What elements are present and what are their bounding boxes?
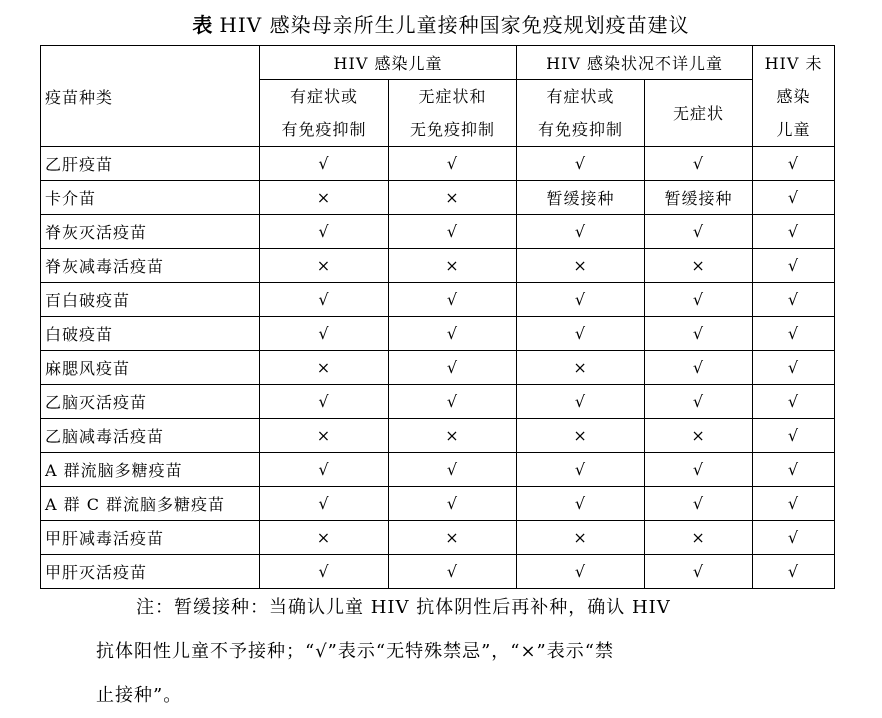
recommendation-cell: √ (517, 215, 645, 249)
recommendation-cell: √ (260, 385, 389, 419)
note-line-2: 抗体阳性儿童不予接种；“√”表示“无特殊禁忌”，“×”表示“禁 (96, 641, 614, 662)
recommendation-cell: √ (645, 317, 753, 351)
title-prefix: 表 (192, 13, 214, 37)
header-hiv-uninfected-line: 儿童 (776, 119, 811, 139)
recommendation-cell: × (517, 351, 645, 385)
recommendation-cell: √ (389, 147, 517, 181)
table-row (41, 317, 835, 351)
table-row (41, 215, 835, 249)
recommendation-cell: × (389, 181, 517, 215)
recommendation-cell: × (260, 249, 389, 283)
vaccine-name-cell: 脊灰灭活疫苗 (41, 215, 260, 249)
recommendation-cell: √ (645, 453, 753, 487)
header-line: 有症状或 (289, 87, 358, 106)
header-line: 有免疫抑制 (281, 120, 367, 139)
recommendation-cell: × (517, 249, 645, 283)
recommendation-cell: √ (645, 385, 753, 419)
recommendation-cell: √ (645, 351, 753, 385)
vaccine-name-cell: 乙脑灭活疫苗 (41, 385, 260, 419)
vaccine-name-cell: 乙脑减毒活疫苗 (41, 419, 260, 453)
recommendation-cell: √ (753, 487, 835, 521)
recommendation-cell: √ (517, 555, 645, 589)
recommendation-cell: × (517, 521, 645, 555)
vaccine-name-cell: 百白破疫苗 (41, 283, 260, 317)
recommendation-cell: √ (753, 215, 835, 249)
recommendation-cell: × (645, 521, 753, 555)
recommendation-cell: × (389, 419, 517, 453)
header-hiv-uninfected-line: HIV 未 (764, 53, 823, 73)
table-row (41, 283, 835, 317)
recommendation-cell: √ (645, 215, 753, 249)
table-row (41, 521, 835, 555)
table-row (41, 555, 835, 589)
recommendation-cell: √ (753, 385, 835, 419)
note-line-1 (96, 586, 796, 630)
table-title (0, 8, 882, 42)
header-line: 有症状或 (546, 87, 615, 106)
recommendation-cell: √ (753, 283, 835, 317)
recommendation-cell: √ (753, 317, 835, 351)
recommendation-cell: × (260, 181, 389, 215)
recommendation-cell: 暂缓接种 (517, 181, 645, 215)
vaccine-name-cell: A 群 C 群流脑多糖疫苗 (41, 487, 260, 521)
table-note (96, 586, 796, 718)
vaccine-table (40, 45, 835, 589)
title-text: HIV 感染母亲所生儿童接种国家免疫规划疫苗建议 (219, 13, 690, 37)
recommendation-cell: √ (260, 215, 389, 249)
recommendation-cell: √ (260, 147, 389, 181)
recommendation-cell: × (645, 419, 753, 453)
recommendation-cell: √ (517, 283, 645, 317)
recommendation-cell: √ (753, 147, 835, 181)
recommendation-cell: × (260, 419, 389, 453)
recommendation-cell: × (389, 521, 517, 555)
header-infected-asymptomatic (389, 80, 517, 147)
header-hiv-uninfected (753, 46, 835, 147)
table-body (41, 147, 835, 589)
recommendation-cell: √ (753, 419, 835, 453)
recommendation-cell: 暂缓接种 (645, 181, 753, 215)
recommendation-cell: √ (389, 317, 517, 351)
recommendation-cell: √ (753, 351, 835, 385)
recommendation-cell: √ (389, 283, 517, 317)
recommendation-cell: √ (517, 317, 645, 351)
recommendation-cell: √ (645, 487, 753, 521)
recommendation-cell: √ (260, 453, 389, 487)
vaccine-name-cell: 甲肝灭活疫苗 (41, 555, 260, 589)
recommendation-cell: √ (389, 555, 517, 589)
recommendation-cell: √ (389, 215, 517, 249)
recommendation-cell: √ (517, 385, 645, 419)
vaccine-name-cell: 卡介苗 (41, 181, 260, 215)
header-line: 有免疫抑制 (538, 120, 624, 139)
header-infected-symptomatic (260, 80, 389, 147)
header-hiv-unknown: HIV 感染状况不详儿童 (517, 46, 753, 80)
table-row (41, 181, 835, 215)
recommendation-cell: √ (753, 555, 835, 589)
header-line: 无免疫抑制 (410, 120, 496, 139)
recommendation-cell: √ (753, 181, 835, 215)
recommendation-cell: × (645, 249, 753, 283)
table-row (41, 385, 835, 419)
recommendation-cell: √ (260, 283, 389, 317)
recommendation-cell: × (260, 351, 389, 385)
recommendation-cell: √ (753, 521, 835, 555)
recommendation-cell: √ (389, 453, 517, 487)
vaccine-name-cell: 脊灰减毒活疫苗 (41, 249, 260, 283)
header-unknown-asymptomatic: 无症状 (645, 80, 753, 147)
header-line: 无症状和 (418, 87, 487, 106)
vaccine-name-cell: 白破疫苗 (41, 317, 260, 351)
table-row (41, 351, 835, 385)
recommendation-cell: √ (389, 487, 517, 521)
recommendation-cell: √ (753, 453, 835, 487)
recommendation-cell: √ (753, 249, 835, 283)
recommendation-cell: √ (389, 351, 517, 385)
table-row (41, 453, 835, 487)
recommendation-cell: √ (645, 283, 753, 317)
note-line-3: 止接种”。 (96, 685, 183, 706)
header-hiv-infected: HIV 感染儿童 (260, 46, 517, 80)
vaccine-name-cell: 乙肝疫苗 (41, 147, 260, 181)
header-vaccine-type: 疫苗种类 (41, 46, 260, 147)
recommendation-cell: × (260, 521, 389, 555)
recommendation-cell: √ (260, 317, 389, 351)
header-hiv-uninfected-line: 感染 (776, 86, 811, 106)
recommendation-cell: × (389, 249, 517, 283)
table-row (41, 147, 835, 181)
recommendation-cell: √ (260, 555, 389, 589)
recommendation-cell: √ (517, 487, 645, 521)
vaccine-name-cell: A 群流脑多糖疫苗 (41, 453, 260, 487)
recommendation-cell: √ (517, 147, 645, 181)
recommendation-cell: √ (645, 147, 753, 181)
recommendation-cell: √ (645, 555, 753, 589)
vaccine-name-cell: 甲肝减毒活疫苗 (41, 521, 260, 555)
recommendation-cell: √ (389, 385, 517, 419)
table-row (41, 419, 835, 453)
recommendation-cell: × (517, 419, 645, 453)
recommendation-cell: √ (517, 453, 645, 487)
note-text: 注：暂缓接种：当确认儿童 HIV 抗体阴性后再补种，确认 HIV (136, 597, 671, 618)
header-unknown-symptomatic (517, 80, 645, 147)
recommendation-cell: √ (260, 487, 389, 521)
table-row (41, 249, 835, 283)
vaccine-name-cell: 麻腮风疫苗 (41, 351, 260, 385)
table-row (41, 487, 835, 521)
